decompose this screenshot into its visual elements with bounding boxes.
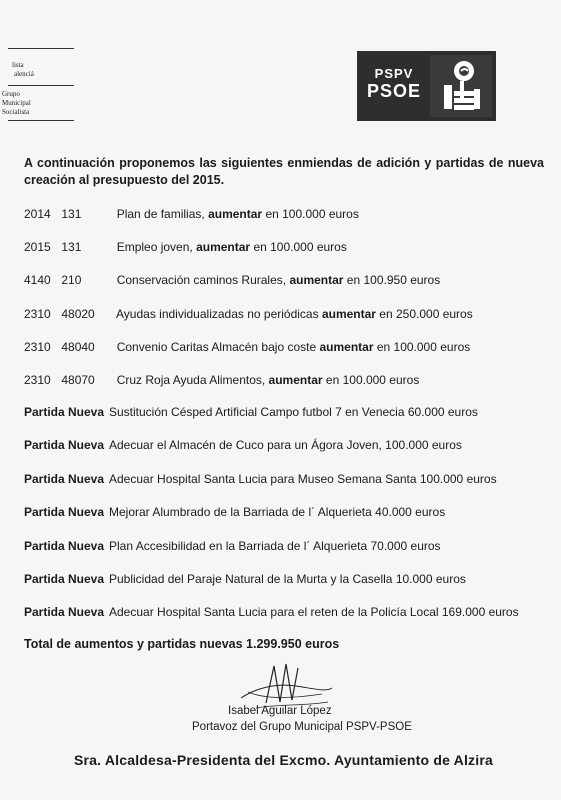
economic-code: 131 xyxy=(61,207,82,221)
program-code: 2310 xyxy=(24,307,51,321)
program-code: 4140 xyxy=(24,273,51,287)
stamp-rule xyxy=(8,85,74,86)
logo-line: PSOE xyxy=(366,81,422,101)
economic-code: 48040 xyxy=(61,340,95,354)
new-item-text: Mejorar Alumbrado de la Barriada de l´ Alquerieta 40.000 euros xyxy=(109,505,446,519)
new-item-row xyxy=(24,572,466,586)
stamp-line: alenciá xyxy=(14,70,34,78)
new-item-label: Partida Nueva xyxy=(24,572,105,586)
economic-code: 131 xyxy=(61,240,82,254)
amendment-row xyxy=(24,273,440,287)
new-item-label: Partida Nueva xyxy=(24,405,105,419)
new-item-text: Adecuar Hospital Santa Lucia para Museo Semana Santa 100.000 euros xyxy=(109,472,497,486)
new-item-text: Adecuar el Almacén de Cuco para un Ágora Joven, 100.000 euros xyxy=(109,438,462,452)
stamp-rule xyxy=(8,120,74,121)
new-item-row xyxy=(24,472,497,486)
new-item-text: Plan Accesibilidad en la Barriada de l´ Alquerieta 70.000 euros xyxy=(109,539,441,553)
addressee-line: Sra. Alcaldesa-Presidenta del Excmo. Ayuntamiento de Alzira xyxy=(74,752,493,768)
pspv-psoe-logo xyxy=(357,51,496,121)
program-code: 2014 xyxy=(24,207,51,221)
new-item-row xyxy=(24,539,441,553)
amendment-text: Convenio Caritas Almacén bajo coste xyxy=(116,340,320,354)
amendment-action: aumentar xyxy=(319,340,374,354)
amendment-row xyxy=(24,307,473,321)
stamp-line: Grupo xyxy=(2,90,20,98)
new-item-label: Partida Nueva xyxy=(24,605,105,619)
program-code: 2310 xyxy=(24,340,51,354)
amendment-action: aumentar xyxy=(268,373,323,387)
new-item-label: Partida Nueva xyxy=(24,505,105,519)
intro-paragraph: A continuación proponemos las siguientes enmiendas de adición y partidas de nueva creación al presupuesto del 2015. xyxy=(24,156,544,187)
new-item-text: Adecuar Hospital Santa Lucia para el reten de la Policía Local 169.000 euros xyxy=(109,605,519,619)
economic-code: 48020 xyxy=(61,307,95,321)
stamp-line: lista xyxy=(12,61,24,69)
stamp-line: Municipal xyxy=(2,99,31,107)
new-item-row xyxy=(24,405,478,419)
amendment-amount: en 100.000 euros xyxy=(262,207,359,221)
new-item-text: Publicidad del Paraje Natural de la Murta y la Casella 10.000 euros xyxy=(109,572,466,586)
economic-code: 48070 xyxy=(61,373,95,387)
amendment-amount: en 100.000 euros xyxy=(250,240,347,254)
amendment-row xyxy=(24,207,359,221)
amendment-text: Plan de familias, xyxy=(116,207,209,221)
amendment-text: Conservación caminos Rurales, xyxy=(116,273,290,287)
signer-name: Isabel Aguilar López xyxy=(228,705,332,717)
amendment-text: Cruz Roja Ayuda Alimentos, xyxy=(116,373,269,387)
amendment-action: aumentar xyxy=(321,307,376,321)
stamp-line: Socialista xyxy=(2,108,30,116)
amendment-row xyxy=(24,373,419,387)
amendment-action: aumentar xyxy=(208,207,263,221)
amendment-action: aumentar xyxy=(196,240,251,254)
new-item-text: Sustitución Césped Artificial Campo futbol 7 en Venecia 60.000 euros xyxy=(109,405,478,419)
amendment-amount: en 250.000 euros xyxy=(375,307,473,321)
logo-line: PSPV xyxy=(374,66,414,81)
amendment-row xyxy=(24,340,470,354)
total-line: Total de aumentos y partidas nuevas 1.299.950 euros xyxy=(24,637,340,651)
new-item-row xyxy=(24,505,445,519)
new-item-label: Partida Nueva xyxy=(24,472,105,486)
amendment-amount: en 100.950 euros xyxy=(343,273,441,287)
new-item-label: Partida Nueva xyxy=(24,438,105,452)
economic-code: 210 xyxy=(61,273,82,287)
program-code: 2310 xyxy=(24,373,51,387)
amendment-text: Ayudas individualizadas no periódicas xyxy=(116,307,322,321)
new-item-label: Partida Nueva xyxy=(24,539,105,553)
amendment-text: Empleo joven, xyxy=(116,240,197,254)
amendment-row xyxy=(24,240,347,254)
new-item-row xyxy=(24,605,519,619)
signer-role: Portavoz del Grupo Municipal PSPV-PSOE xyxy=(192,721,412,733)
amendment-action: aumentar xyxy=(289,273,344,287)
group-stamp xyxy=(2,48,74,121)
amendment-amount: en 100.000 euros xyxy=(373,340,471,354)
new-item-row xyxy=(24,438,462,452)
program-code: 2015 xyxy=(24,240,51,254)
stamp-rule xyxy=(8,48,74,49)
fist-and-rose-icon xyxy=(430,55,492,117)
amendment-amount: en 100.000 euros xyxy=(322,373,420,387)
